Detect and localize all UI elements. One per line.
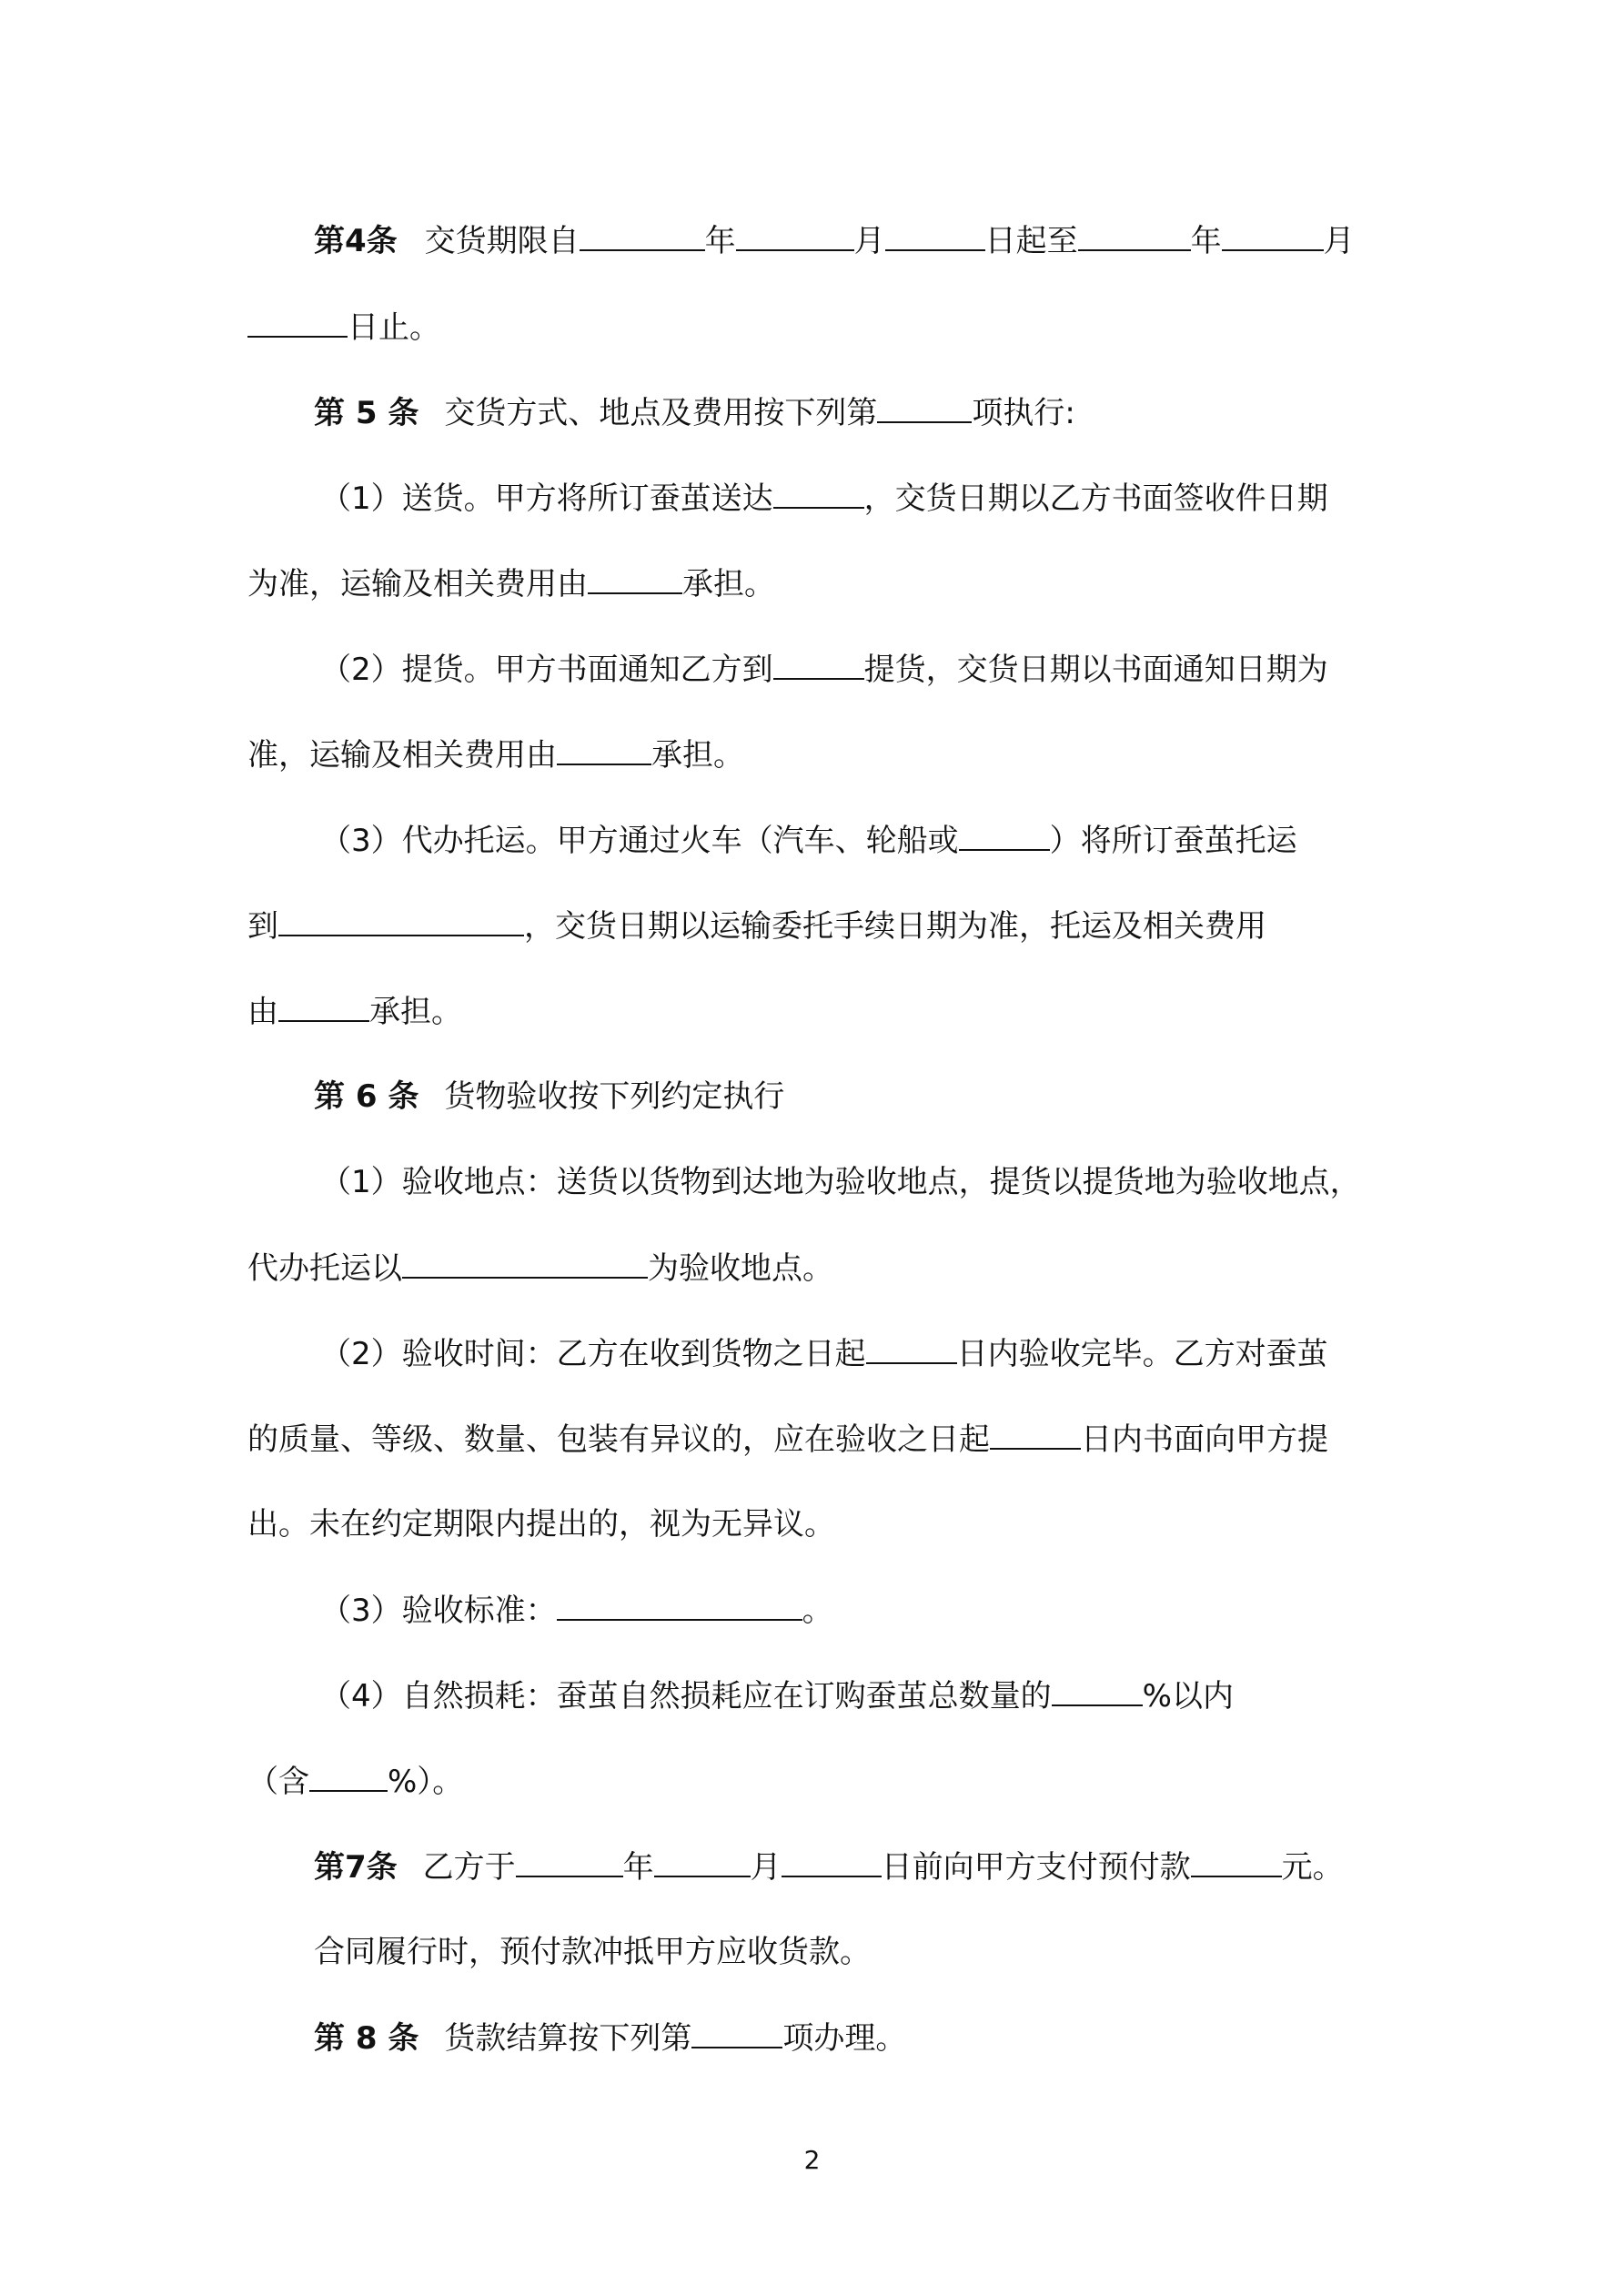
article-6-item-2-line-3: 出。未在约定期限内提出的，视为无异议。 — [247, 1506, 835, 1542]
article-5-item-2-line-2: 准，运输及相关费用由 承担。 — [247, 733, 744, 776]
blank-field — [1052, 1674, 1143, 1706]
blank-field — [885, 218, 985, 251]
article-6-heading: 第 6 条 货物验收按下列约定执行 — [314, 1078, 785, 1115]
blank-field — [278, 989, 369, 1022]
article-6-item-2-line-1: （2）验收时间：乙方在收到货物之日起 日内验收完毕。乙方对蚕茧 — [320, 1331, 1328, 1375]
article-5-item-1-line-2: 为准，运输及相关费用由 承担。 — [247, 561, 775, 605]
blank-field — [877, 390, 972, 423]
article-5-heading: 第 5 条 交货方式、地点及费用按下列第 项执行: — [314, 390, 1075, 434]
article-6-label: 第 6 条 — [314, 1078, 419, 1115]
article-8-heading: 第 8 条 货款结算按下列第 项办理。 — [314, 2016, 906, 2059]
blank-field — [557, 733, 651, 765]
article-5-label: 第 5 条 — [314, 395, 419, 431]
blank-field — [782, 1845, 882, 1877]
article-5-item-2-line-1: （2）提货。甲方书面通知乙方到 提货，交货日期以书面通知日期为 — [320, 647, 1328, 691]
article-4-line-2: 日止。 — [247, 305, 440, 349]
blank-field — [959, 818, 1050, 851]
blank-field — [278, 904, 524, 936]
blank-field — [588, 561, 682, 594]
article-7-line-1: 第7条 乙方于 年 月 日前向甲方支付预付款 元。 — [314, 1845, 1344, 1888]
blank-field — [691, 2016, 782, 2048]
blank-field — [1078, 218, 1191, 251]
blank-field — [736, 218, 854, 251]
blank-field — [402, 1246, 648, 1279]
blank-field — [516, 1845, 623, 1877]
article-6-item-4-line-2: （含 %）。 — [247, 1759, 463, 1803]
article-5-item-1-line-1: （1）送货。甲方将所订蚕茧送达 ，交货日期以乙方书面签收件日期 — [320, 476, 1328, 520]
blank-field — [1191, 1845, 1282, 1877]
blank-field — [1222, 218, 1324, 251]
blank-field — [773, 647, 864, 680]
article-6-item-1-line-2: 代办托运以 为验收地点。 — [247, 1246, 833, 1290]
article-7-label: 第7条 — [314, 1849, 398, 1886]
blank-field — [309, 1759, 388, 1792]
article-6-item-4-line-1: （4）自然损耗：蚕茧自然损耗应在订购蚕茧总数量的 %以内 — [320, 1674, 1234, 1717]
article-5-item-3-line-3: 由 承担。 — [247, 989, 462, 1033]
page-number: 2 — [803, 2145, 821, 2175]
article-5-item-3-line-2: 到 ，交货日期以运输委托手续日期为准，托运及相关费用 — [247, 904, 1266, 947]
blank-field — [654, 1845, 751, 1877]
article-6-item-1-line-1: （1）验收地点：送货以货物到达地为验收地点，提货以提货地为验收地点， — [320, 1164, 1361, 1200]
article-6-item-3: （3）验收标准： 。 — [320, 1588, 833, 1632]
article-6-item-2-line-2: 的质量、等级、数量、包装有异议的，应在验收之日起 日内书面向甲方提 — [247, 1417, 1328, 1461]
blank-field — [773, 476, 864, 509]
article-8-label: 第 8 条 — [314, 2020, 419, 2057]
article-4-line-1: 第4条 交货期限自 年 月 日起至 年 月 — [314, 218, 1355, 262]
blank-field — [580, 218, 705, 251]
article-4-label: 第4条 — [314, 223, 398, 259]
blank-field — [557, 1588, 802, 1621]
blank-field — [866, 1331, 957, 1364]
blank-field — [247, 305, 348, 338]
article-7-line-2: 合同履行时，预付款冲抵甲方应收货款。 — [314, 1934, 871, 1970]
blank-field — [990, 1417, 1081, 1450]
article-5-item-3-line-1: （3）代办托运。甲方通过火车（汽车、轮船或 ）将所订蚕茧托运 — [320, 818, 1297, 862]
